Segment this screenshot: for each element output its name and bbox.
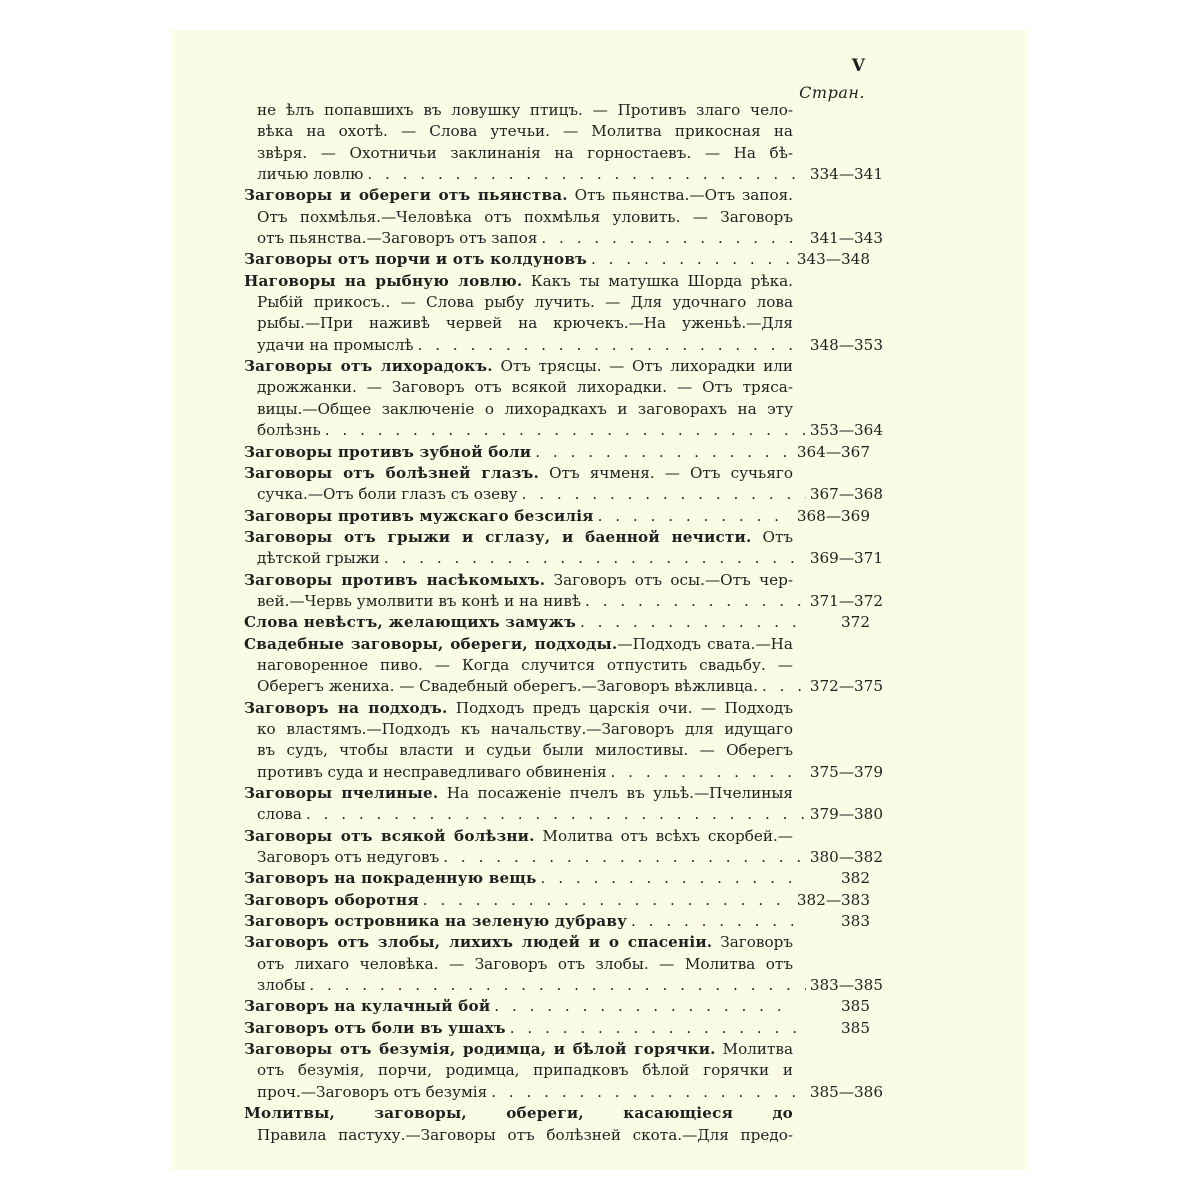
toc-entry-text: [244, 911, 627, 932]
toc-page-range: 334—341: [809, 165, 883, 184]
toc-entry-heading: Заговоры отъ болѣзней глазъ.: [244, 463, 540, 482]
toc-entry-body: Молитва отъ всѣхъ скорбей.—: [534, 826, 793, 845]
toc-line: [244, 463, 793, 484]
book-page: [172, 30, 1027, 1170]
toc-line: [244, 1125, 793, 1146]
toc-entry-heading: Заговоры противъ мужскаго безсилія: [244, 506, 594, 525]
toc-line: [244, 911, 870, 932]
dot-leader: [591, 249, 793, 270]
toc-entry-body: Отъ ячменя. — Отъ сучьяго: [539, 463, 793, 482]
toc-entry-heading: Заговоры отъ грыжи и сглазу, и баенной нечисти.: [244, 527, 752, 546]
toc-page-range: 379—380: [809, 805, 883, 824]
toc-entry-body: дѣтской грыжи: [257, 549, 380, 568]
toc-entry-body: Заговоръ: [712, 933, 793, 952]
toc-entry-heading: Заговоръ островника на зеленую дубраву: [244, 912, 628, 931]
toc-entry-heading: Заговоръ отъ злобы, лихихъ людей и о спасеніи.: [244, 933, 713, 952]
page-column-header: Стран.: [799, 83, 865, 102]
toc-entry-text: [257, 420, 321, 441]
toc-line: [244, 335, 883, 356]
toc-line: [244, 164, 883, 185]
toc-line: [244, 762, 883, 783]
toc-entry-body: отъ лихаго человѣка. — Заговоръ отъ злобы. — Молитва отъ: [257, 954, 793, 973]
toc-entry-body: удачи на промыслѣ: [257, 335, 414, 354]
dot-leader: [325, 420, 806, 441]
toc-entry-text: [244, 868, 537, 889]
toc-line: [244, 975, 883, 996]
toc-line: [244, 954, 793, 975]
toc-entry-text: [257, 591, 581, 612]
dot-leader: [423, 890, 793, 911]
toc-entry-text: [244, 612, 576, 633]
toc-entry-text: [257, 847, 439, 868]
dot-leader: [585, 591, 806, 612]
toc-page-range: 383—385: [809, 976, 883, 995]
toc-page-range: 385—386: [809, 1082, 883, 1101]
toc-entry-body: дрожжанки. — Заговоръ отъ всякой лихорадки. — Отъ тряса-: [257, 378, 793, 397]
toc-line: [244, 228, 883, 249]
toc-line: [244, 676, 883, 697]
toc-entry-body: ко властямъ.—Подходъ къ начальству.—Заговоръ для идущаго: [257, 719, 793, 738]
toc-entry-text: [244, 1018, 506, 1039]
toc-entry-heading: Заговоръ на кулачный бой: [244, 997, 491, 1016]
toc-line: [244, 591, 883, 612]
toc-page-range: 382—383: [796, 890, 870, 909]
toc-line: [244, 847, 883, 868]
toc-line: [244, 570, 793, 591]
toc-line: [244, 377, 793, 398]
toc-line: [244, 143, 793, 164]
toc-entry-text: [244, 442, 531, 463]
toc-line: [244, 634, 793, 655]
toc-entry-body: —Подходъ свата.—На: [617, 634, 793, 653]
toc-entry-body: вицы.—Общее заключеніе о лихорадкахъ и заговорахъ на эту: [257, 399, 793, 418]
toc-entry-text: [257, 676, 758, 697]
toc-line: [244, 612, 870, 633]
toc-entry-body: Отъ похмѣлья.—Человѣка отъ похмѣлья уловить. — Заговоръ: [257, 207, 793, 226]
toc-page-range: 382: [841, 869, 870, 888]
dot-leader: [491, 1082, 806, 1103]
toc-entry-heading: Заговоры и обереги отъ пьянства.: [244, 186, 568, 205]
toc-entry-heading: Заговоры противъ зубной боли: [244, 442, 532, 461]
toc-entry-body: Подходъ предъ царскія очи. — Подходъ: [447, 698, 793, 717]
toc-line: [244, 207, 793, 228]
toc-line: [244, 484, 883, 505]
toc-line: [244, 932, 793, 953]
toc-page-range: 348—353: [809, 335, 883, 354]
toc-line: [244, 527, 793, 548]
dot-leader: [580, 612, 796, 633]
toc-entry-body: Правила пастуху.—Заговоры отъ болѣзней скота.—Для предо-: [257, 1125, 793, 1144]
toc-entry-heading: Наговоры на рыбную ловлю.: [244, 271, 523, 290]
toc-line: [244, 121, 793, 142]
toc-page-range: 372: [841, 613, 870, 632]
dot-leader: [522, 484, 806, 505]
toc-entry-body: Молитва: [715, 1040, 793, 1059]
toc-entry-body: въ судъ, чтобы власти и судьи были милостивы. — Оберегъ: [257, 741, 793, 760]
toc-line: [244, 442, 870, 463]
toc-entry-heading: Заговоръ на покраденную вещь: [244, 869, 537, 888]
toc-line: [244, 506, 870, 527]
dot-leader: [631, 911, 796, 932]
toc-entry-body: вѣка на охотѣ. — Слова утечьи. — Молитва прикосная на: [257, 122, 793, 141]
toc-line: [244, 1082, 883, 1103]
toc-entry-body: Отъ трясцы. — Отъ лихорадки или: [492, 357, 793, 376]
toc-entry-body: болѣзнь: [257, 421, 321, 440]
toc-line: [244, 249, 870, 270]
toc-entry-text: [257, 804, 302, 825]
toc-page-range: 371—372: [809, 591, 883, 610]
toc-entry-heading: Заговоръ на подходъ.: [244, 698, 448, 717]
toc-entry-body: Заговоръ отъ недуговъ: [257, 848, 440, 867]
toc-entry-text: [257, 1082, 487, 1103]
toc-entry-heading: Заговоры отъ лихорадокъ.: [244, 357, 493, 376]
toc-page-range: 368—369: [796, 506, 870, 525]
toc-page-range: 367—368: [809, 485, 883, 504]
page-number: V: [851, 56, 865, 76]
toc-entry-heading: Заговоры отъ безумія, родимца, и бѣлой горячки.: [244, 1040, 716, 1059]
toc-line: [244, 1060, 793, 1081]
toc-entry-heading: Заговоръ оборотня: [244, 890, 419, 909]
dot-leader: [611, 762, 806, 783]
toc-page-range: 385: [841, 1018, 870, 1037]
toc-line: [244, 399, 793, 420]
toc-entry-heading: Заговоры пчелиные.: [244, 784, 439, 802]
toc-line: [244, 185, 793, 206]
dot-leader: [443, 847, 806, 868]
dot-leader: [535, 442, 793, 463]
toc-line: [244, 890, 870, 911]
toc-line: [244, 420, 883, 441]
toc-entry-body: слова: [257, 805, 302, 824]
toc-entry-body: не ѣлъ попавшихъ въ ловушку птицъ. — Противъ злаго чело-: [257, 101, 793, 119]
toc-entry-heading: Заговоры противъ насѣкомыхъ.: [244, 570, 546, 589]
toc-entry-body: сучка.—Отъ боли глазъ съ озеву: [257, 485, 518, 504]
toc-entry-body: рыбы.—При наживѣ червей на крючекъ.—На уженьѣ.—Для: [257, 314, 793, 333]
toc-line: [244, 996, 870, 1017]
toc-page-range: 383: [841, 912, 870, 931]
toc-entry-body: наговоренное пиво. — Когда случится отпустить свадьбу. —: [257, 655, 793, 674]
toc-entry-text: [257, 484, 518, 505]
dot-leader: [309, 975, 806, 996]
dot-leader: [367, 164, 805, 185]
toc-entry-text: [257, 164, 363, 185]
toc-entry-text: [244, 996, 490, 1017]
toc-page-range: 372—375: [809, 677, 883, 696]
toc-page-range: 385: [841, 997, 870, 1016]
table-of-contents: [244, 100, 883, 1146]
toc-entry-heading: Слова невѣстъ, желающихъ замужъ: [244, 613, 576, 632]
dot-leader: [598, 506, 793, 527]
toc-entry-heading: Заговоръ отъ боли въ ушахъ: [244, 1018, 506, 1037]
toc-line: [244, 783, 793, 804]
toc-line: [244, 868, 870, 889]
toc-entry-body: Оберегъ жениха. — Свадебный оберегъ.—Заговоръ вѣжливца.: [257, 677, 758, 696]
toc-entry-body: На посаженіе пчелъ въ ульѣ.—Пчелиныя: [438, 784, 793, 802]
toc-page-range: 375—379: [809, 762, 883, 781]
toc-line: [244, 719, 793, 740]
toc-entry-heading: Молитвы, заговоры, обереги, касающіеся до: [244, 1104, 793, 1123]
dot-leader: [762, 676, 806, 697]
toc-entry-heading: Свадебные заговоры, обереги, подходы.: [244, 634, 618, 653]
dot-leader: [494, 996, 796, 1017]
toc-line: [244, 804, 883, 825]
toc-page-range: 369—371: [809, 549, 883, 568]
toc-line: [244, 271, 793, 292]
dot-leader: [541, 228, 805, 249]
toc-line: [244, 100, 793, 121]
toc-line: [244, 1039, 793, 1060]
toc-line: [244, 292, 793, 313]
dot-leader: [384, 548, 806, 569]
toc-page-range: 380—382: [809, 848, 883, 867]
toc-entry-text: [257, 228, 537, 249]
toc-entry-text: [257, 548, 380, 569]
toc-entry-text: [244, 249, 587, 270]
toc-page-range: 353—364: [809, 421, 883, 440]
toc-entry-text: [244, 506, 594, 527]
toc-line: [244, 1103, 793, 1124]
dot-leader: [306, 804, 806, 825]
toc-entry-body: отъ пьянства.—Заговоръ отъ запоя: [257, 229, 538, 248]
toc-page-range: 343—348: [796, 250, 870, 269]
dot-leader: [541, 868, 796, 889]
toc-entry-body: вей.—Червь умолвити въ конѣ и на нивѣ: [257, 591, 582, 610]
toc-entry-body: личью ловлю: [257, 165, 364, 184]
toc-line: [244, 548, 883, 569]
toc-line: [244, 655, 793, 676]
dot-leader: [510, 1018, 796, 1039]
toc-entry-body: противъ суда и несправедливаго обвиненія: [257, 762, 607, 781]
toc-line: [244, 740, 793, 761]
toc-line: [244, 1018, 870, 1039]
toc-entry-body: звѣря. — Охотничьи заклинанія на горностаевъ. — На бѣ-: [257, 143, 793, 162]
toc-entry-heading: Заговоры отъ порчи и отъ колдуновъ: [244, 250, 587, 269]
toc-entry-body: проч.—Заговоръ отъ безумія: [257, 1082, 488, 1101]
toc-entry-text: [257, 335, 414, 356]
toc-page-range: 341—343: [809, 229, 883, 248]
toc-entry-body: Заговоръ отъ осы.—Отъ чер-: [545, 570, 793, 589]
toc-entry-body: злобы: [257, 976, 306, 995]
toc-entry-text: [257, 762, 607, 783]
toc-entry-heading: Заговоры отъ всякой болѣзни.: [244, 826, 535, 845]
toc-line: [244, 698, 793, 719]
toc-entry-body: Отъ: [751, 527, 793, 546]
dot-leader: [418, 335, 806, 356]
toc-entry-text: [257, 975, 305, 996]
toc-page-range: 364—367: [796, 442, 870, 461]
toc-line: [244, 826, 793, 847]
toc-entry-text: [244, 890, 419, 911]
toc-entry-body: отъ безумія, порчи, родимца, припадковъ бѣлой горячки и: [257, 1061, 793, 1080]
toc-line: [244, 313, 793, 334]
toc-entry-body: Рыбій прикосъ.. — Слова рыбу лучить. — Для удочнаго лова: [257, 293, 793, 312]
toc-entry-body: Отъ пьянства.—Отъ запоя.: [574, 186, 793, 205]
toc-line: [244, 356, 793, 377]
toc-entry-body: Какъ ты матушка Шорда рѣка.: [522, 271, 793, 290]
